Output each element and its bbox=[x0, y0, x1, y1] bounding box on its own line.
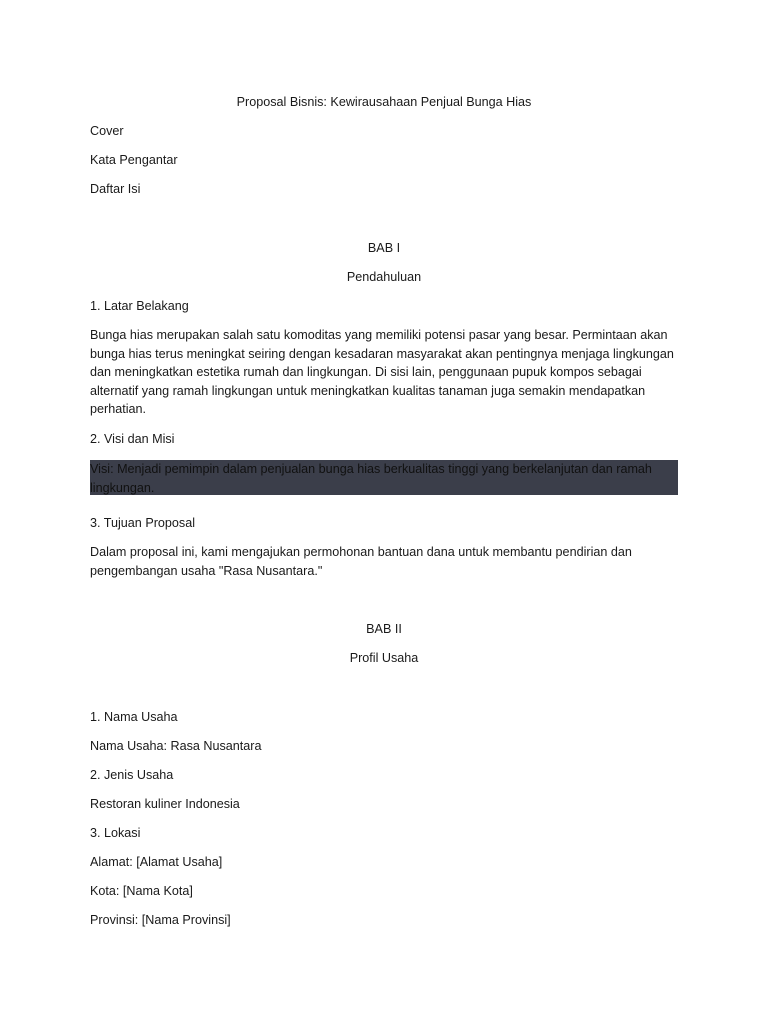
alamat-value: Alamat: [Alamat Usaha] bbox=[90, 855, 223, 869]
latar-belakang-heading: 1. Latar Belakang bbox=[90, 299, 189, 313]
visi-text: Visi: Menjadi pemimpin dalam penjualan bunga hias berkualitas tinggi yang berkelanjutan dan ramah lingkungan. bbox=[90, 462, 652, 495]
visi-selection-highlight bbox=[90, 460, 678, 495]
nama-usaha-heading: 1. Nama Usaha bbox=[90, 710, 178, 724]
bab2-subtitle: Profil Usaha bbox=[349, 651, 419, 665]
toc-daftar-isi: Daftar Isi bbox=[90, 182, 141, 196]
visi-misi-heading: 2. Visi dan Misi bbox=[90, 432, 175, 446]
latar-belakang-paragraph: Bunga hias merupakan salah satu komoditas yang memiliki potensi pasar yang besar. Permintaan akan bunga hias terus meningkat seiring dengan kesadaran masyarakat akan pentingnya menjaga lingkungan dan meningkatkan estetika rumah dan lingkungan. Di sisi lain, penggunaan pupuk kompos sebagai alternatif yang ramah lingkungan untuk meningkatkan kualitas tanaman juga semakin mendapatkan perhatian. bbox=[90, 328, 674, 416]
bab1-heading: BAB I bbox=[367, 241, 401, 255]
jenis-usaha-heading: 2. Jenis Usaha bbox=[90, 768, 174, 782]
document-title: Proposal Bisnis: Kewirausahaan Penjual Bunga Hias bbox=[236, 95, 532, 109]
toc-cover: Cover bbox=[90, 124, 124, 138]
kota-value: Kota: [Nama Kota] bbox=[90, 884, 193, 898]
nama-usaha-value: Nama Usaha: Rasa Nusantara bbox=[90, 739, 262, 753]
bab2-heading: BAB II bbox=[366, 622, 402, 636]
tujuan-proposal-paragraph: Dalam proposal ini, kami mengajukan permohonan bantuan dana untuk membantu pendirian dan pengembangan usaha "Rasa Nusantara." bbox=[90, 545, 632, 578]
lokasi-heading: 3. Lokasi bbox=[90, 826, 141, 840]
jenis-usaha-value: Restoran kuliner Indonesia bbox=[90, 797, 240, 811]
tujuan-proposal-heading: 3. Tujuan Proposal bbox=[90, 516, 196, 530]
provinsi-value: Provinsi: [Nama Provinsi] bbox=[90, 913, 231, 927]
bab1-subtitle: Pendahuluan bbox=[346, 270, 422, 284]
toc-kata-pengantar: Kata Pengantar bbox=[90, 153, 178, 167]
